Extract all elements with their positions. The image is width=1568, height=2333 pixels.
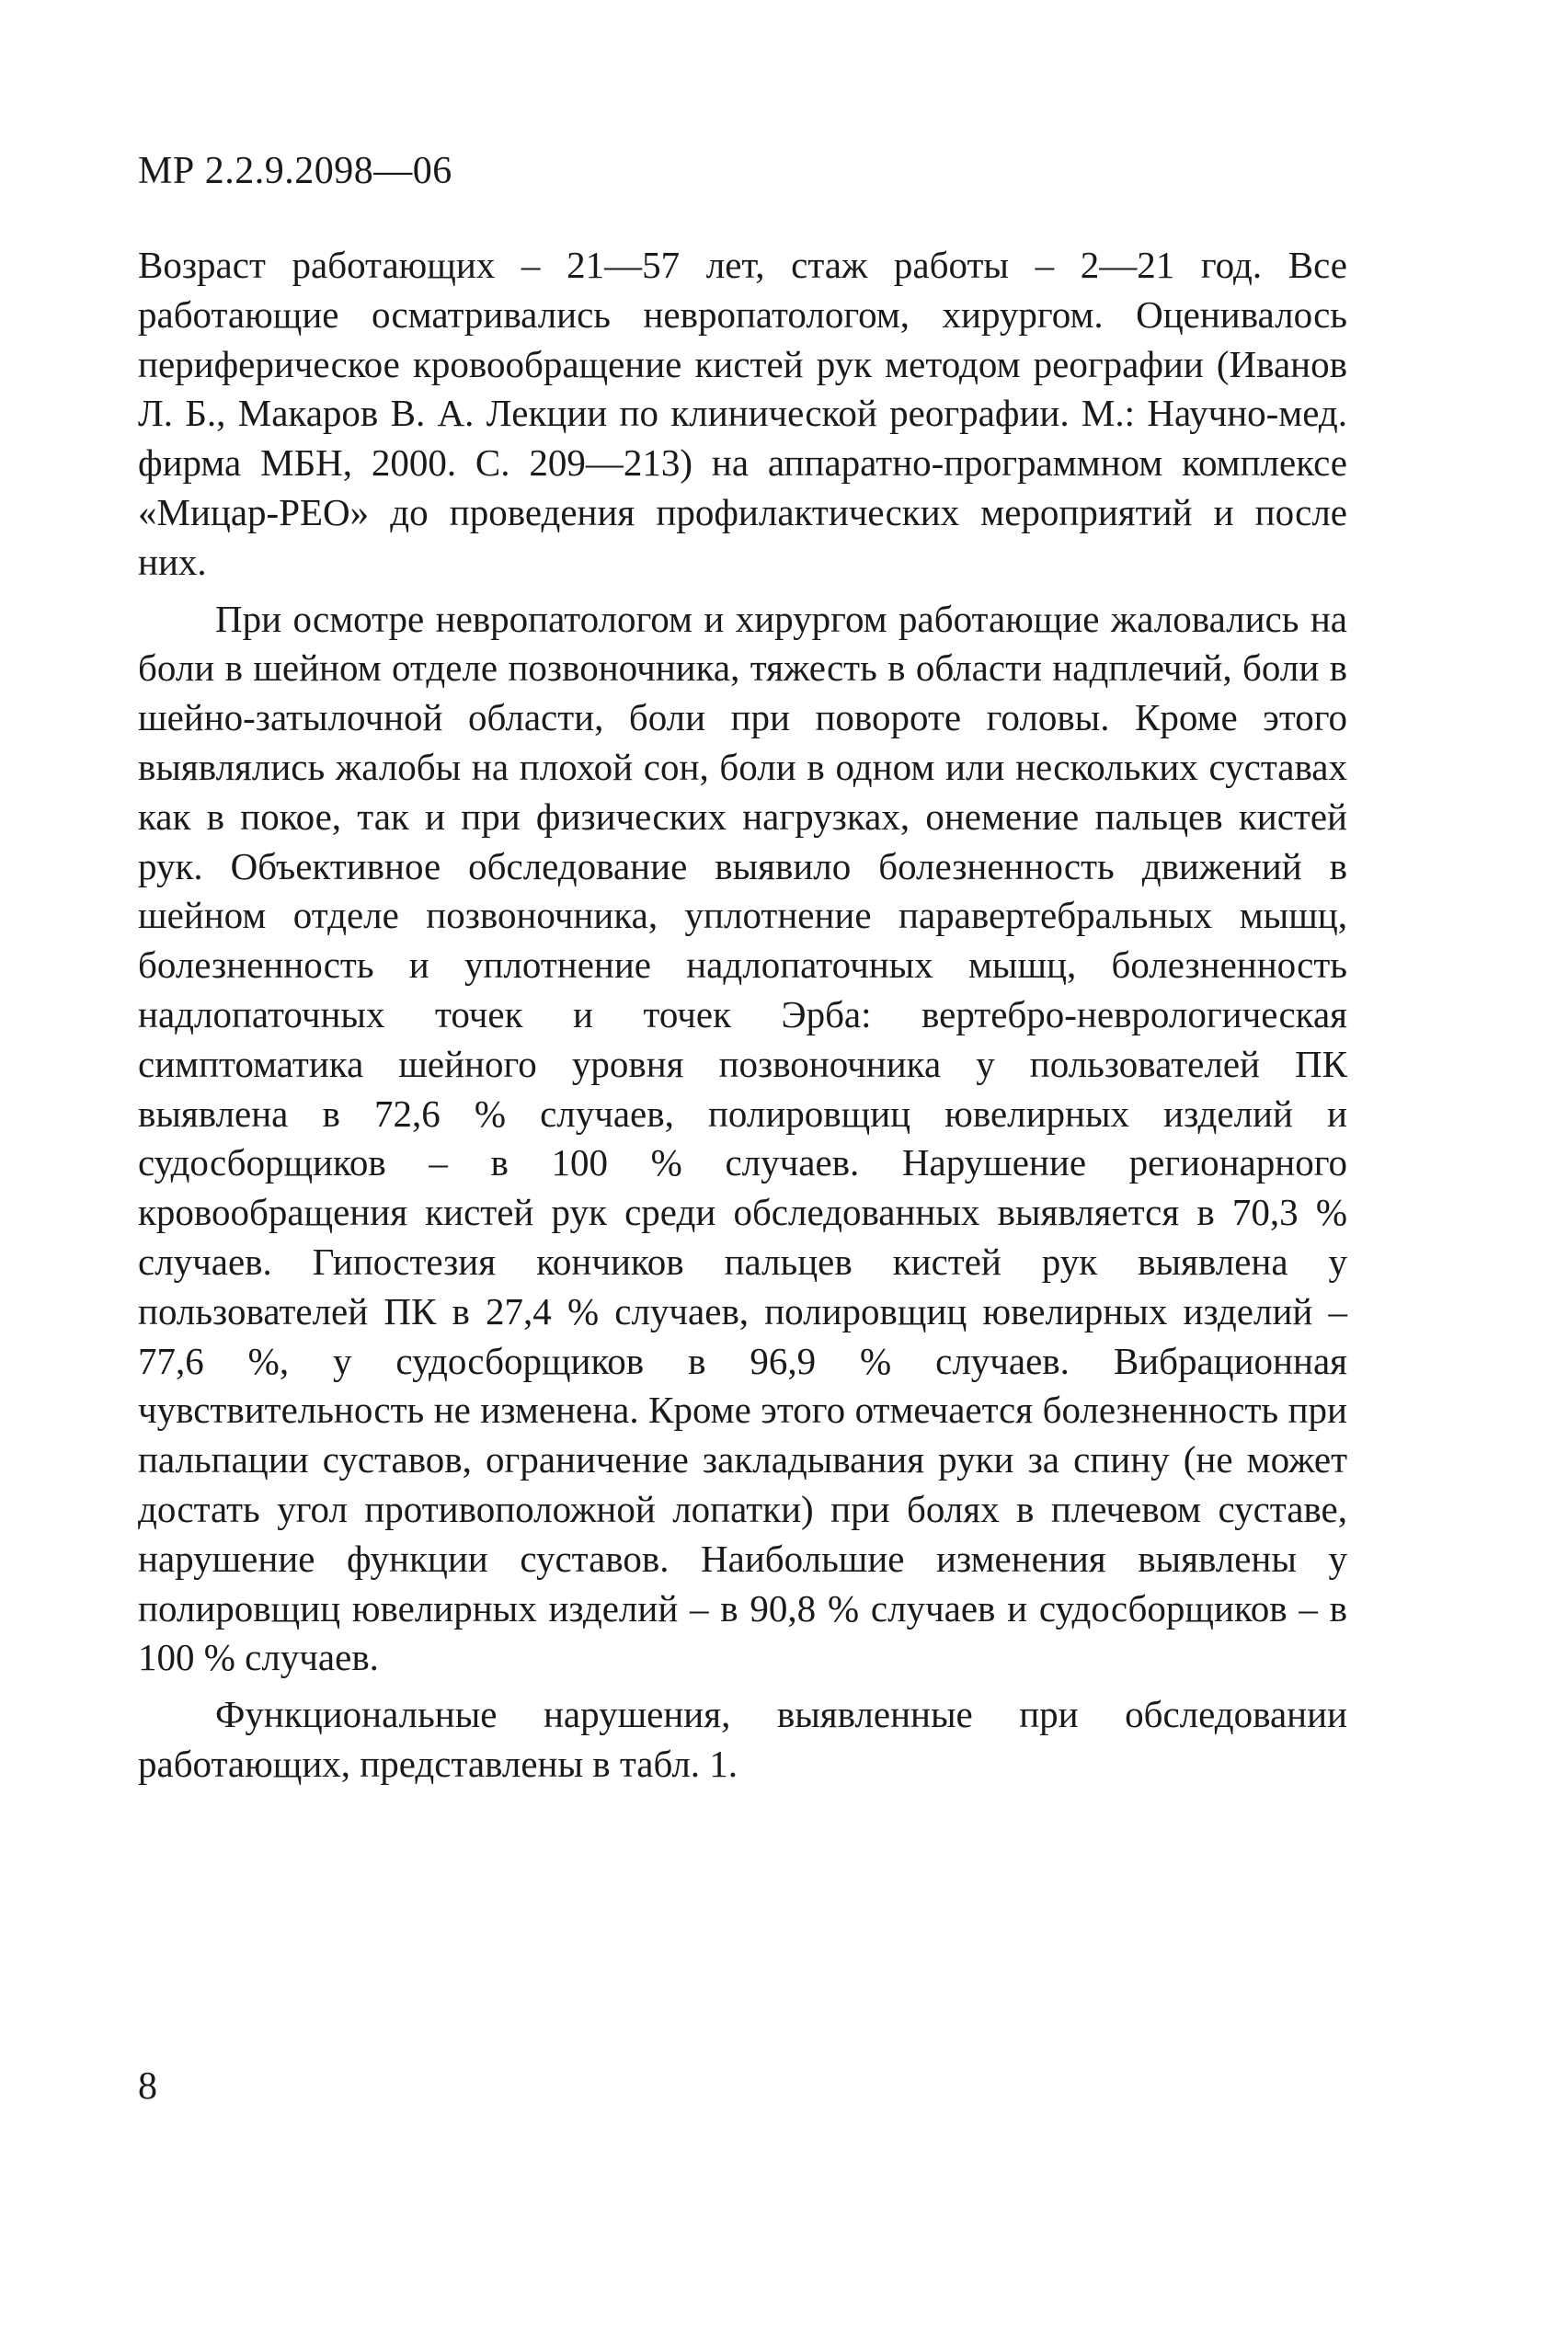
body-text bbox=[138, 241, 1347, 1797]
paragraph-table-reference: Функциональные нарушения, выявленные при обследовании работающих, представлены в табл. 1. bbox=[138, 1693, 1347, 1785]
paragraph-examination-results: При осмотре невропатологом и хирургом работающие жаловались на боли в шейном отделе позвоночника, тяжесть в области надплечий, боли в шейно-затылочной области, боли при повороте головы. Кроме этого выявлялись жалобы на плохой сон, боли в одном или нескольких суставах как в покое, так и при физических нагрузках, онемение пальцев кистей рук. Объективное обследование выявило болезненность движений в шейном отделе позвоночника, уплотнение паравертебральных мышц, болезненность и уплотнение надлопаточных мышц, болезненность надлопаточных точек и точек Эрба: вертебро-неврологическая симптоматика шейного уровня позвоночника у пользователей ПК выявлена в 72,6 % случаев, полировщиц ювелирных изделий и судосборщиков – в 100 % случаев. Нарушение регионарного кровообращения кистей рук среди обследованных выявляется в 70,3 % случаев. Гипостезия кончиков пальцев кистей рук выявлена у пользователей ПК в 27,4 % случаев, полировщиц ювелирных изделий – 77,6 %, у судосборщиков в 96,9 % случаев. Вибрационная чувствительность не изменена. Кроме этого отмечается болезненность при пальпации суставов, ограничение закладывания руки за спину (не может достать угол противоположной лопатки) при болях в плечевом суставе, нарушение функции суставов. Наибольшие изменения выявлены у полировщиц ювелирных изделий – в 90,8 % случаев и судосборщиков – в 100 % случаев. bbox=[138, 597, 1347, 1679]
document-code-header: МР 2.2.9.2098—06 bbox=[138, 150, 452, 192]
paragraph-methods: Возраст работающих – 21—57 лет, стаж работы – 2—21 год. Все работающие осматривались невропатологом, хирургом. Оценивалось периферическое кровообращение кистей рук методом реографии (Иванов Л. Б., Макаров В. А. Лекции по клинической реографии. М.: Научно-мед. фирма МБН, 2000. С. 209—213) на аппаратно-программном комплексе «Мицар-РЕО» до проведения профилактических мероприятий и после них. bbox=[138, 244, 1347, 583]
page-number: 8 bbox=[138, 2065, 157, 2108]
